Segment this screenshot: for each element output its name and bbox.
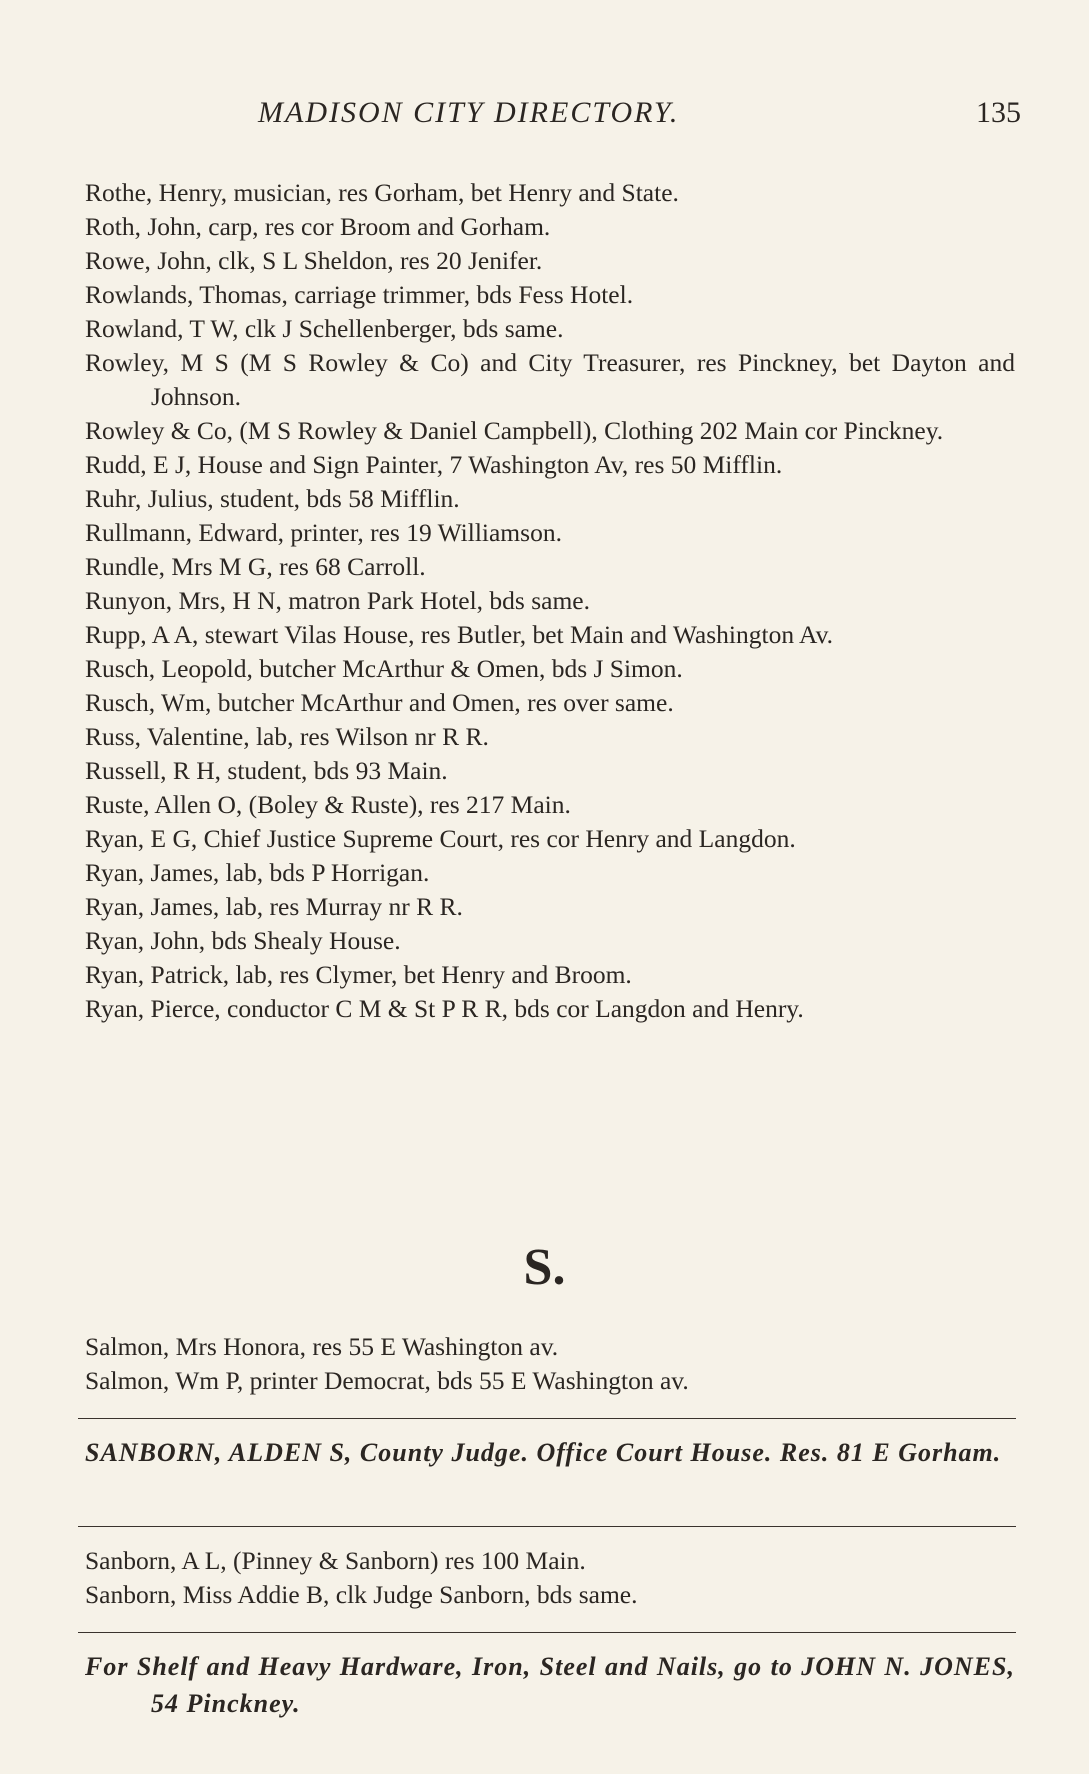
s-entries-list [85, 1330, 1015, 1398]
list-item: Sanborn, Miss Addie B, clk Judge Sanborn, bds same. [85, 1580, 638, 1609]
advertisement-text: For Shelf and Heavy Hardware, Iron, Steel and Nails, go to JOHN N. JONES, 54 Pinckney. [85, 1652, 1015, 1718]
list-item: Rusch, Leopold, butcher McArthur & Omen, bds J Simon. [85, 654, 683, 683]
list-item: Ryan, Pierce, conductor C M & St P R R, bds cor Langdon and Henry. [85, 994, 804, 1023]
list-item: Ryan, James, lab, bds P Horrigan. [85, 858, 430, 887]
list-item: Salmon, Wm P, printer Democrat, bds 55 E Washington av. [85, 1366, 689, 1395]
list-item: Rusch, Wm, butcher McArthur and Omen, res over same. [85, 688, 674, 717]
list-item: Roth, John, carp, res cor Broom and Gorham. [85, 212, 551, 241]
list-item: Rowley, M S (M S Rowley & Co) and City Treasurer, res Pinckney, bet Dayton and Johnson. [85, 348, 1015, 411]
list-item: Runyon, Mrs, H N, matron Park Hotel, bds same. [85, 586, 590, 615]
page-number: 135 [976, 96, 1021, 129]
list-item: Ruste, Allen O, (Boley & Ruste), res 217 Main. [85, 790, 571, 819]
list-item: Rudd, E J, House and Sign Painter, 7 Washington Av, res 50 Mifflin. [85, 450, 783, 479]
list-item: Rowe, John, clk, S L Sheldon, res 20 Jenifer. [85, 246, 543, 275]
list-item: Rowland, T W, clk J Schellenberger, bds same. [85, 314, 564, 343]
running-title: MADISON CITY DIRECTORY. [258, 96, 680, 129]
list-item: Rundle, Mrs M G, res 68 Carroll. [85, 552, 426, 581]
list-item: Rothe, Henry, musician, res Gorham, bet Henry and State. [85, 178, 679, 207]
list-item: Salmon, Mrs Honora, res 55 E Washington av. [85, 1332, 559, 1361]
list-item: Rupp, A A, stewart Vilas House, res Butler, bet Main and Washington Av. [85, 620, 834, 649]
running-head [0, 96, 1089, 136]
list-item: Russell, R H, student, bds 93 Main. [85, 756, 448, 785]
list-item: Sanborn, A L, (Pinney & Sanborn) res 100 Main. [85, 1546, 586, 1575]
list-item: Ryan, James, lab, res Murray nr R R. [85, 892, 463, 921]
list-item: Russ, Valentine, lab, res Wilson nr R R. [85, 722, 489, 751]
list-item: Ryan, John, bds Shealy House. [85, 926, 401, 955]
list-item: Rowley & Co, (M S Rowley & Daniel Campbell), Clothing 202 Main cor Pinckney. [85, 416, 944, 445]
section-letter: S. [523, 1239, 566, 1296]
entries-list [85, 176, 1015, 1026]
divider [78, 1526, 1016, 1527]
list-item: Rullmann, Edward, printer, res 19 Williamson. [85, 518, 562, 547]
advertisement-sanborn [85, 1434, 1015, 1471]
divider [78, 1632, 1016, 1633]
list-item: Ryan, E G, Chief Justice Supreme Court, res cor Henry and Langdon. [85, 824, 796, 853]
list-item: Ruhr, Julius, student, bds 58 Mifflin. [85, 484, 460, 513]
s-entries-list [85, 1544, 1015, 1612]
advertisement-jones [85, 1648, 1015, 1722]
divider [78, 1418, 1016, 1419]
advertisement-text: SANBORN, ALDEN S, County Judge. Office Court House. Res. 81 E Gorham. [85, 1438, 1002, 1467]
list-item: Ryan, Patrick, lab, res Clymer, bet Henry and Broom. [85, 960, 632, 989]
list-item: Rowlands, Thomas, carriage trimmer, bds Fess Hotel. [85, 280, 634, 309]
